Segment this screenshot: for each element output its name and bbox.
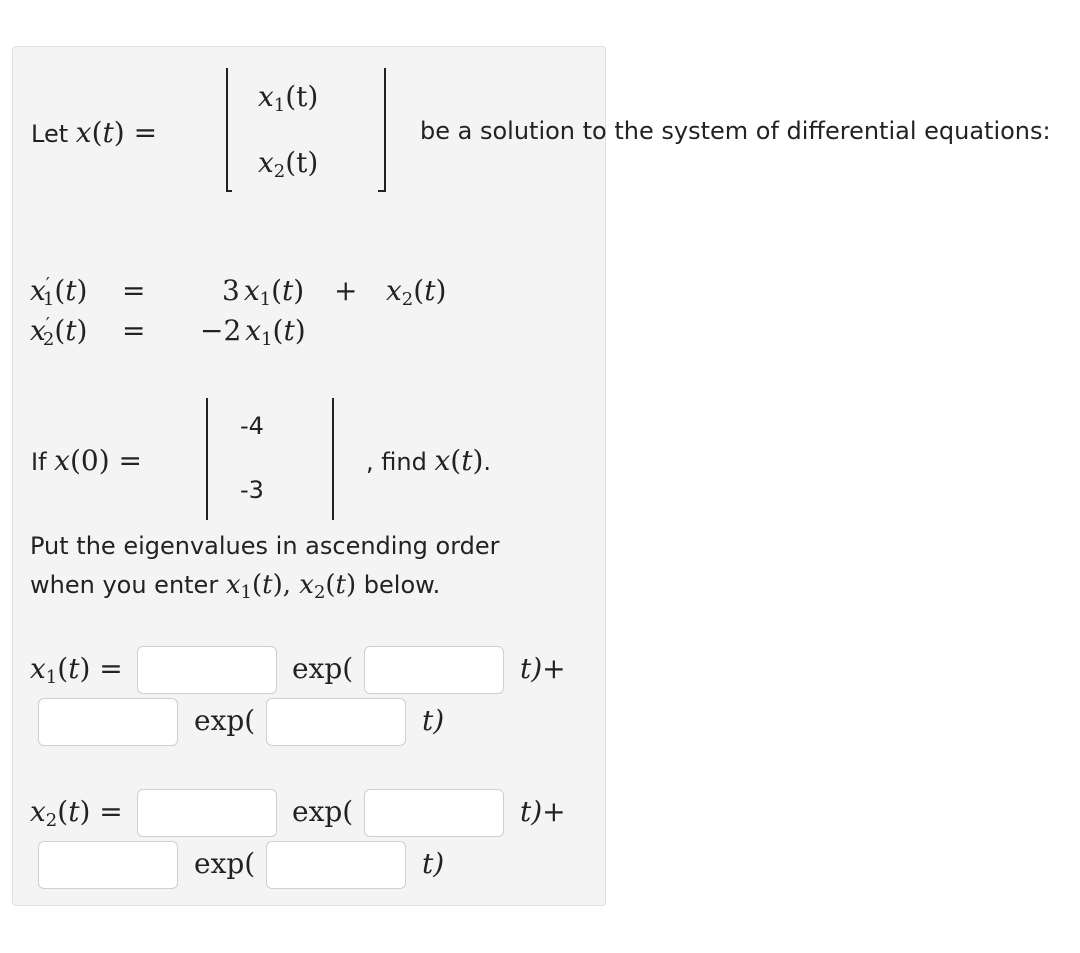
x2-coefficient-2-input[interactable] <box>38 841 178 889</box>
exp-label: exp( <box>292 795 354 828</box>
matrix-right-bracket <box>384 68 386 192</box>
x2-eigenvalue-2-input[interactable] <box>266 841 406 889</box>
initial-right-bracket <box>332 398 334 520</box>
vector-entry-x2: $x_2(t)$ <box>258 146 319 182</box>
eq2-equals: = <box>122 314 146 347</box>
let-label: Let x(t) = <box>31 116 158 149</box>
initial-value-2: -3 <box>240 476 264 504</box>
x1-answer-label: $x_1(t)$ = <box>30 652 123 688</box>
eq1-plus: + <box>334 274 358 307</box>
x2-eigenvalue-1-input[interactable] <box>364 789 504 837</box>
eq1-term2: $x_2(t)$ <box>386 274 447 310</box>
x-of-zero-equals: x(0) = <box>54 444 142 477</box>
exp-label: exp( <box>194 847 256 880</box>
t-close-label: t) <box>422 704 445 737</box>
x1-eigenvalue-1-input[interactable] <box>364 646 504 694</box>
vector-entry-x1: $x_1(t)$ <box>258 80 319 116</box>
eq2-lhs: $x'_2(t)$ <box>30 314 88 350</box>
initial-left-bracket <box>206 398 208 520</box>
t-plus-label: t)+ <box>520 795 566 828</box>
matrix-left-bracket <box>226 68 228 192</box>
t-plus-label: t)+ <box>520 652 566 685</box>
eq2-term1: −2 $x_1(t)$ <box>200 314 306 350</box>
solution-text: be a solution to the system of differential equations: <box>420 117 1051 145</box>
eq1-term1: 3 $x_1(t)$ <box>222 274 305 310</box>
instruction-line-2: when you enter $x_1(t)$, $x_2(t)$ below. <box>30 570 441 603</box>
x-of-t-equals: x(t) = <box>75 116 158 149</box>
find-text: , find x(t). <box>366 444 492 477</box>
x1-eigenvalue-2-input[interactable] <box>266 698 406 746</box>
x2-answer-label: $x_2(t)$ = <box>30 795 123 831</box>
initial-value-1: -4 <box>240 412 264 440</box>
x2-coefficient-1-input[interactable] <box>137 789 277 837</box>
exp-label: exp( <box>194 704 256 737</box>
if-label: If x(0) = <box>31 444 142 477</box>
instruction-line-1: Put the eigenvalues in ascending order <box>30 532 500 560</box>
exp-label: exp( <box>292 652 354 685</box>
eq1-equals: = <box>122 274 146 307</box>
eq1-lhs: $x'_1(t)$ <box>30 274 88 310</box>
x1-coefficient-1-input[interactable] <box>137 646 277 694</box>
t-close-label: t) <box>422 847 445 880</box>
x1-coefficient-2-input[interactable] <box>38 698 178 746</box>
